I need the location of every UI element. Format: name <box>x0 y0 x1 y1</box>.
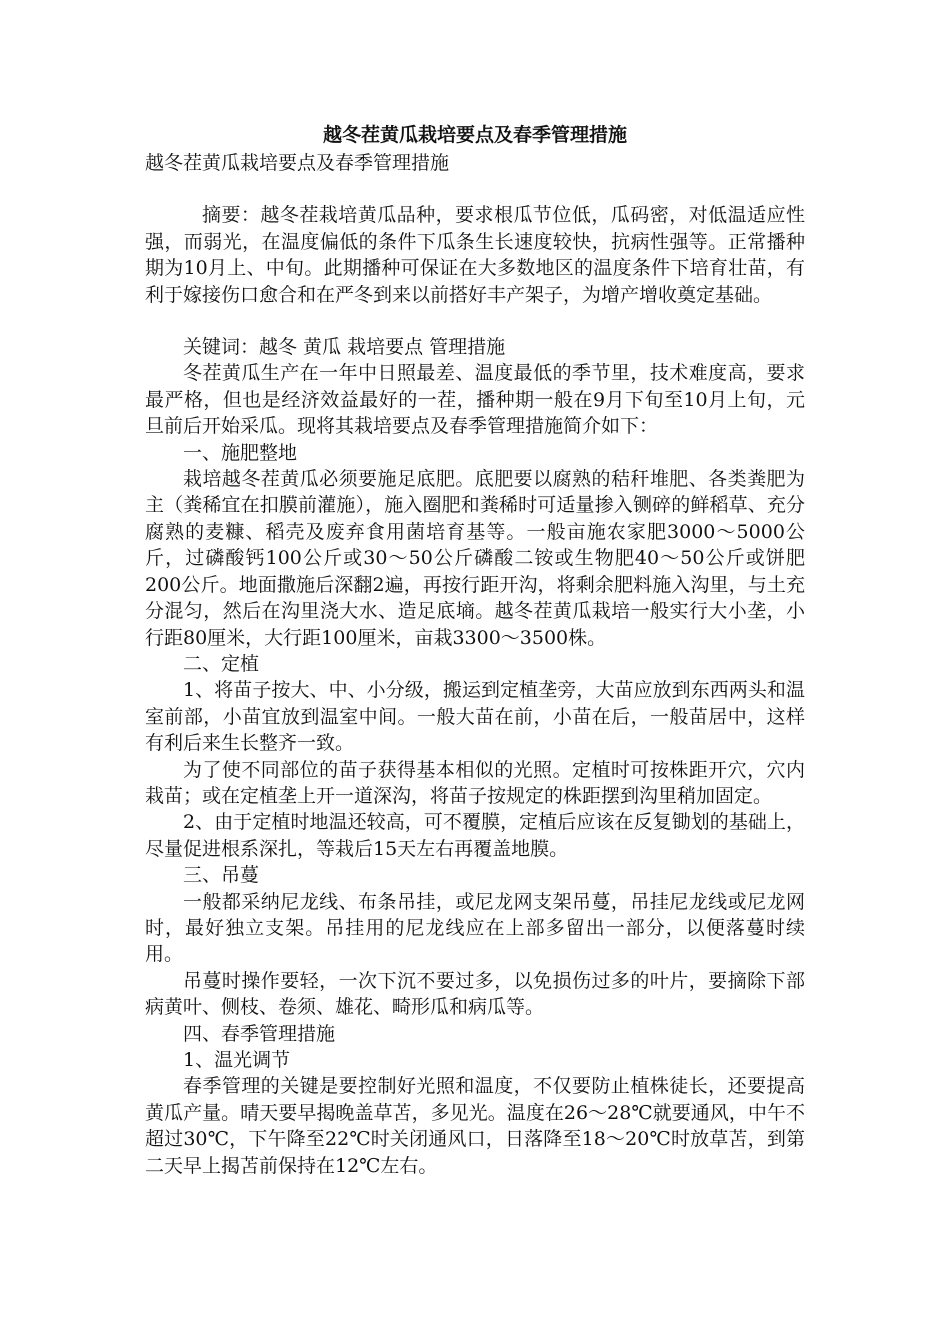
document-subtitle: 越冬茬黄瓜栽培要点及春季管理措施 <box>145 152 450 174</box>
intro-paragraph: 冬茬黄瓜生产在一年中日照最差、温度最低的季节里，技术难度高，要求最严格，但也是经济效益最好的一茬，播种期一般在9月下旬至10月上旬，元旦前后开始采瓜。现将其栽培要点及春季管理措施简介如下： <box>145 362 805 438</box>
section-paragraph: 春季管理的关键是要控制好光照和温度，不仅要防止植株徒长，还要提高黄瓜产量。晴天要早揭晚盖草苫，多见光。温度在26～28℃就要通风，中午不超过30℃，下午降至22℃时关闭通风口，日落降至18～20℃时放草苫，到第二天早上揭苫前保持在12℃左右。 <box>145 1075 805 1177</box>
section-heading-fertilize: 一、施肥整地 <box>183 441 298 464</box>
section-paragraph: 1、将苗子按大、中、小分级，搬运到定植垄旁，大苗应放到东西两头和温室前部，小苗宜放到温室中间。一般大苗在前，小苗在后，一般苗居中，这样有利后来生长整齐一致。 <box>145 679 805 755</box>
section-paragraph: 一般都采纳尼龙线、布条吊挂，或尼龙网支架吊蔓，吊挂尼龙线或尼龙网时，最好独立支架。吊挂用的尼龙线应在上部多留出一部分，以便落蔓时续用。 <box>145 890 805 966</box>
document-body <box>145 120 805 1179</box>
section-paragraph: 2、由于定植时地温还较高，可不覆膜，定植后应该在反复锄划的基础上，尽量促进根系深扎，等栽后15天左右再覆盖地膜。 <box>145 811 805 860</box>
section-heading-spring: 四、春季管理措施 <box>183 1022 336 1045</box>
abstract-paragraph: 摘要：越冬茬栽培黄瓜品种，要求根瓜节位低，瓜码密，对低温适应性强，而弱光，在温度偏低的条件下瓜条生长速度较快，抗病性强等。正常播种期为10月上、中旬。此期播种可保证在大多数地区的温度条件下培育壮苗，有利于嫁接伤口愈合和在严冬到来以前搭好丰产架子，为增产增收奠定基础。 <box>145 204 805 306</box>
keywords-line: 关键词：越冬 黄瓜 栽培要点 管理措施 <box>183 336 506 359</box>
blank-line <box>145 176 805 202</box>
subsection-heading-temperature-light: 1、温光调节 <box>183 1049 291 1071</box>
blank-line <box>145 308 805 334</box>
document-title: 越冬茬黄瓜栽培要点及春季管理措施 <box>322 124 627 146</box>
section-heading-planting: 二、定植 <box>183 652 260 675</box>
section-paragraph: 为了使不同部位的苗子获得基本相似的光照。定植时可按株距开穴，穴内栽苗；或在定植垄上开一道深沟，将苗子按规定的株距摆到沟里稍加固定。 <box>145 758 805 807</box>
section-paragraph: 吊蔓时操作要轻，一次下沉不要过多，以免损伤过多的叶片，要摘除下部病黄叶、侧枝、卷须、雄花、畸形瓜和病瓜等。 <box>145 969 805 1019</box>
section-heading-vine: 三、吊蔓 <box>183 864 260 887</box>
section-paragraph: 栽培越冬茬黄瓜必须要施足底肥。底肥要以腐熟的秸秆堆肥、各类粪肥为主（粪稀宜在扣膜前灌施），施入圈肥和粪稀时可适量掺入铡碎的鲜稻草、充分腐熟的麦糠、稻壳及废弃食用菌培育基等。一般亩施农家肥3000～5000公斤，过磷酸钙100公斤或30～50公斤磷酸二铵或生物肥40～50公斤或饼肥200公斤。地面撒施后深翻2遍，再按行距开沟，将剩余肥料施入沟里，与土充分混匀，然后在沟里浇大水、造足底墒。越冬茬黄瓜栽培一般实行大小垄，小行距80厘米，大行距100厘米，亩栽3300～3500株。 <box>145 468 805 649</box>
